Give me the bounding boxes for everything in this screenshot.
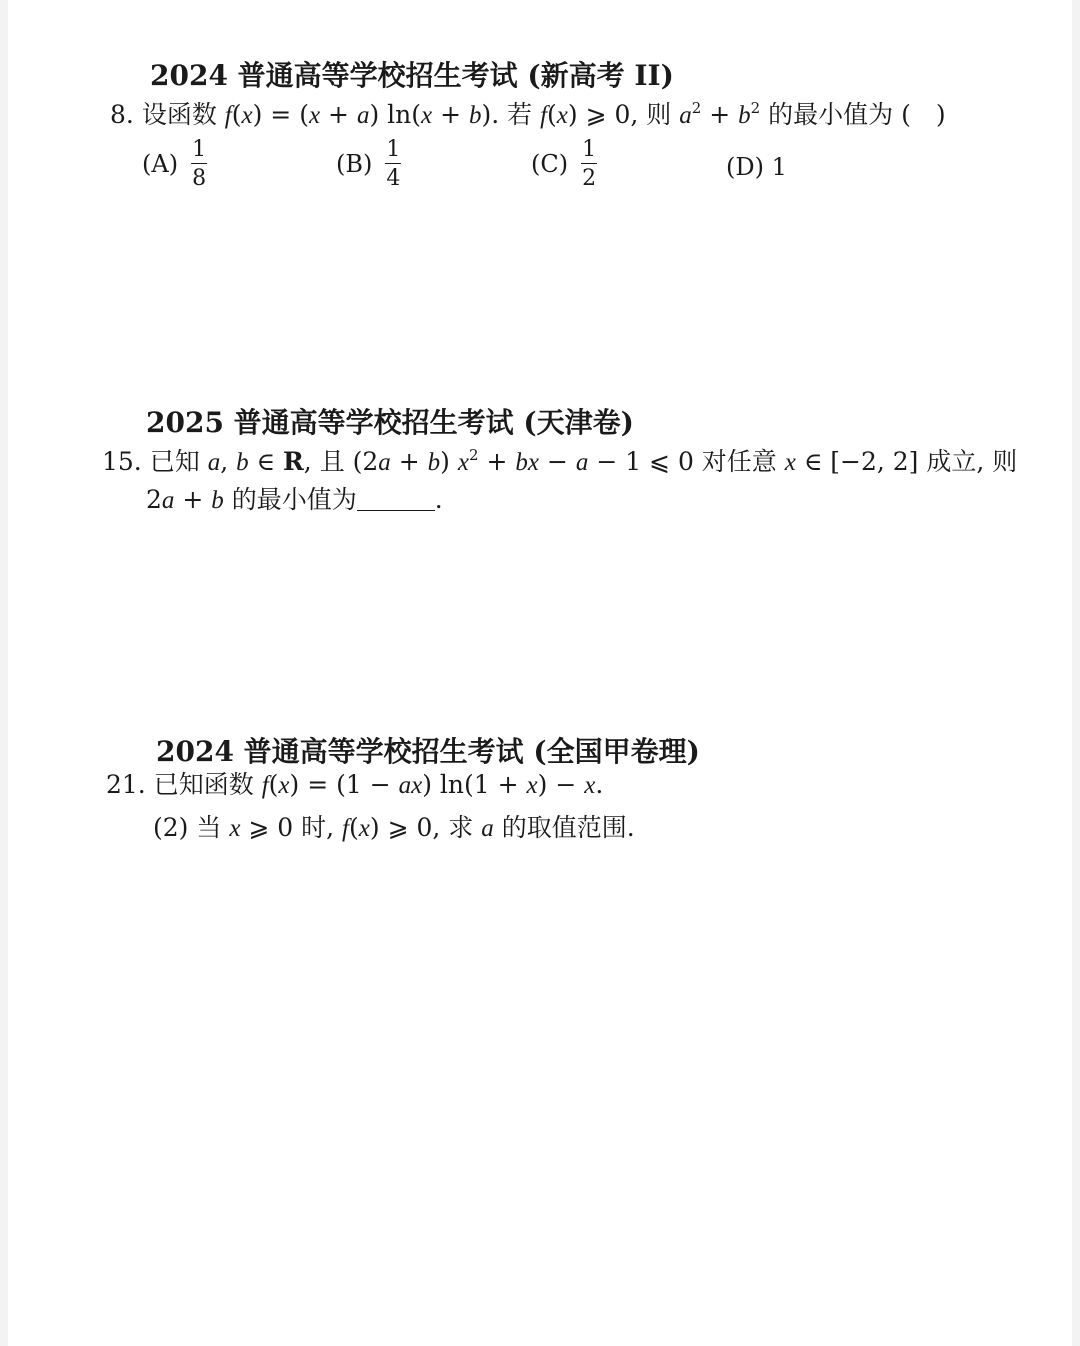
option-a: (A) $\frac{1}{8}$ [142, 137, 207, 192]
document-page [8, 0, 1072, 1346]
problem-3-line-1: 21. 已知函数 f(x) = (1 − ax) ln(1 + x) − x. [106, 770, 604, 799]
problem-2-heading: 2025 普通高等学校招生考试 (天津卷) [146, 406, 634, 439]
option-a-fraction: $\frac{1}{8}$ [192, 137, 207, 192]
option-b-fraction: $\frac{1}{4}$ [386, 137, 401, 192]
answer-blank [357, 490, 435, 511]
problem-3-number: 21. [106, 770, 146, 799]
problem-1-heading: 2024 普通高等学校招生考试 (新高考 II) [150, 59, 674, 92]
option-c: (C) $\frac{1}{2}$ [531, 137, 597, 192]
problem-1-number: 8. [110, 100, 134, 129]
problem-3-line-2: (2) 当 x ⩾ 0 时, f(x) ⩾ 0, 求 a 的取值范围. [153, 813, 635, 842]
problem-3-heading: 2024 普通高等学校招生考试 (全国甲卷理) [156, 735, 700, 768]
option-c-fraction: $\frac{1}{2}$ [582, 137, 597, 192]
problem-2-number: 15. [102, 447, 142, 476]
problem-1-stem: 8. 设函数 f(x) = (x + a) ln(x + b). 若 f(x) ⩾ 0, 则 $a^2 + b^2$ 的最小值为 ( ) [110, 99, 946, 129]
option-d: (D) 1 [726, 153, 787, 181]
problem-2-line-2: 2a + b 的最小值为 . [146, 485, 443, 514]
option-b: (B) $\frac{1}{4}$ [336, 137, 401, 192]
problem-2-line-1: 15. 已知 a, b ∈ R, 且 (2a + b) $x^2$ + bx − a − 1 ⩽ 0 对任意 x ∈ [−2, 2] 成立, 则 [102, 446, 1018, 476]
